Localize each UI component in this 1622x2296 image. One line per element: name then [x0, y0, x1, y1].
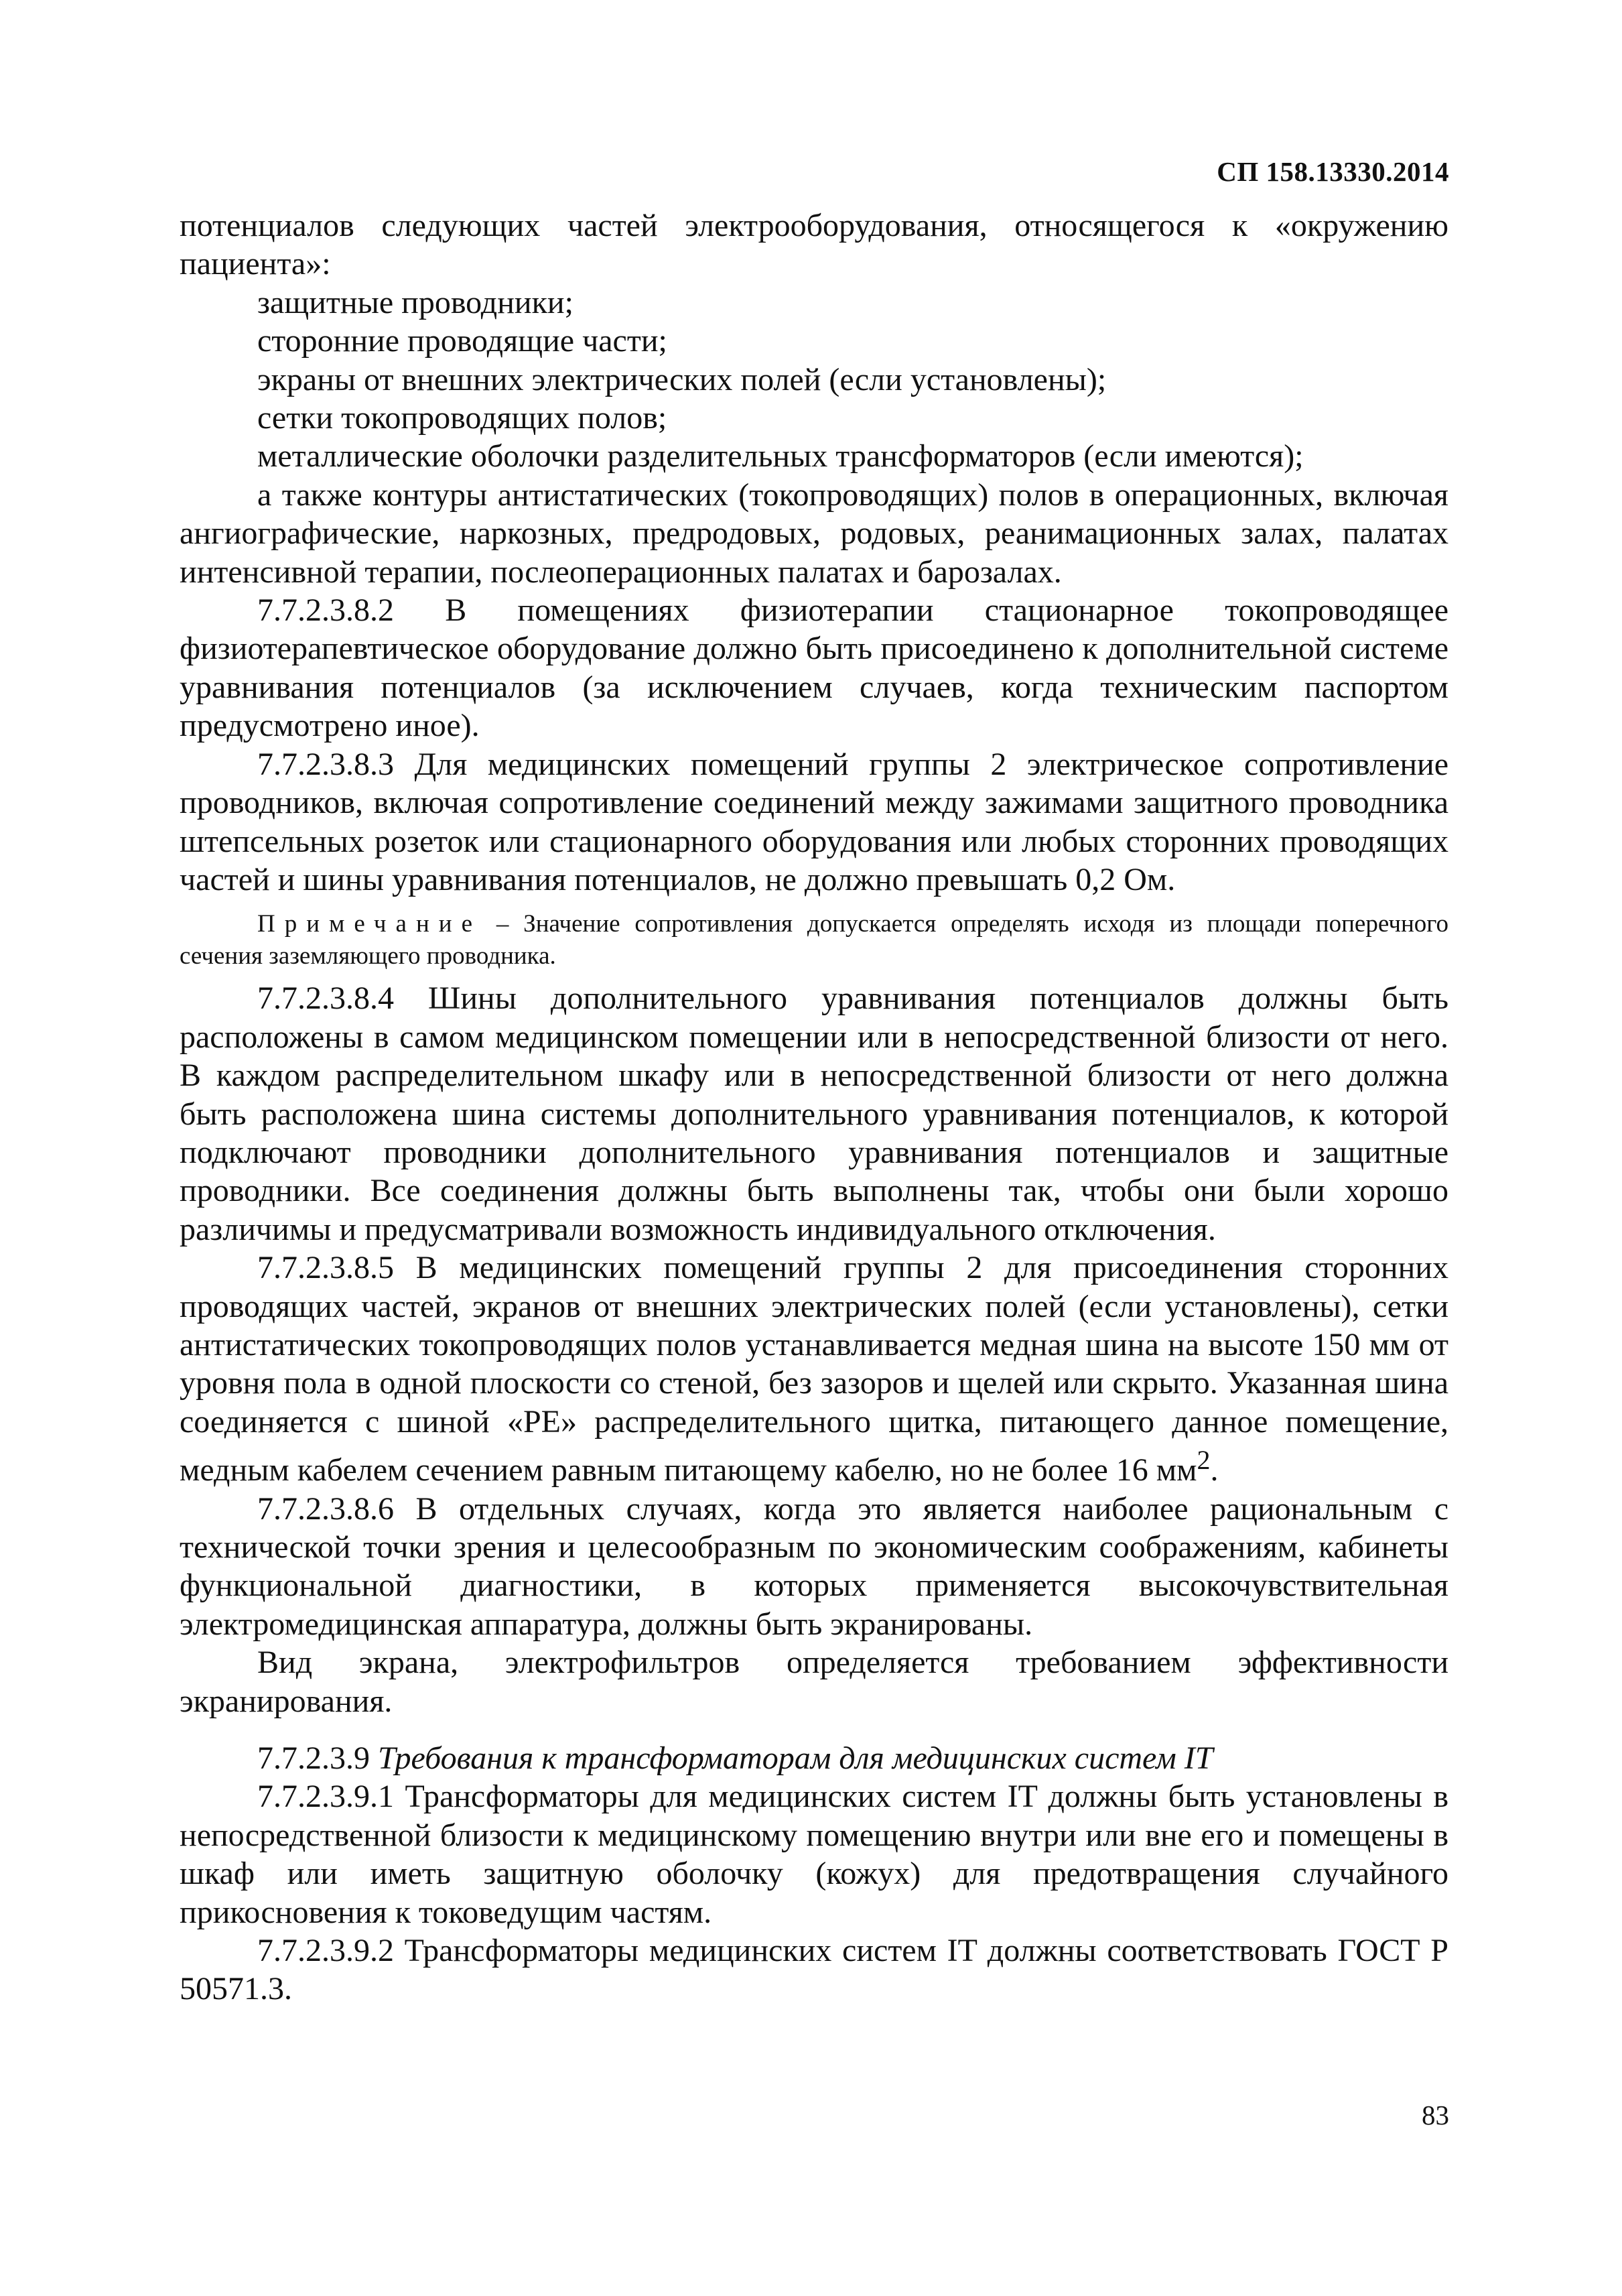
list-item: сетки токопроводящих полов; [257, 400, 667, 436]
section-number: 7.7.2.3.9 [257, 1740, 378, 1777]
clause-7-7-2-3-9-2: 7.7.2.3.9.2 Трансформаторы медицинских систем IT должны соответствовать ГОСТ Р 50571.3. [180, 1933, 1448, 2007]
clause-end: . [1210, 1452, 1219, 1488]
clause-7-7-2-3-8-2: 7.7.2.3.8.2 В помещениях физиотерапии стационарное токопроводящее физиотерапевтическое оборудование должно быть присоединено к дополнительной системе уравнивания потенциалов (за исключением случаев, когда техническим паспортом предусмотрено иное). [180, 592, 1448, 744]
clause-7-7-2-3-8-3: 7.7.2.3.8.3 Для медицинских помещений группы 2 электрическое сопротивление проводников, включая сопротивление соединений между зажимами защитного проводника штепсельных розеток или стационарного оборудования или любых сторонних проводящих частей и шины уравнивания потенциалов, не должно превышать 0,2 Ом. [180, 746, 1448, 897]
section-heading-7-7-2-3-9 [180, 1739, 1448, 1777]
clause-7-7-2-3-8-6: 7.7.2.3.8.6 В отдельных случаях, когда это является наиболее рациональным с технической точки зрения и целесообразным по экономическим соображениям, кабинеты функциональной диагностики, в которых применяется высокочувствительная электромедицинская аппаратура, должны быть экранированы. [180, 1490, 1448, 1642]
clause-7-7-2-3-9-1: 7.7.2.3.9.1 Трансформаторы для медицинских систем IT должны быть установлены в непосредственной близости к медицинскому помещению внутри или вне его и помещены в шкаф или иметь защитную оболочку (кожух) для предотвращения случайного прикосновения к токоведущим частям. [180, 1779, 1448, 1930]
clause-7-7-2-3-8-4: 7.7.2.3.8.4 Шины дополнительного уравнивания потенциалов должны быть расположены в самом медицинском помещении или в непосредственной близости от него. В каждом распределительном шкафу или в непосредственной близости от него должна быть расположена шина системы дополнительного уравнивания потенциалов, к которой подключают проводники дополнительного уравнивания потенциалов и защитные проводники. Все соединения должны быть выполнены так, чтобы они были хорошо различимы и предусматривали возможность индивидуального отключения. [180, 980, 1448, 1247]
document-code-header: СП 158.13330.2014 [1217, 156, 1449, 187]
section-title: Требования к трансформаторам для медицинских систем IT [378, 1740, 1213, 1777]
list-item: сторонние проводящие части; [257, 323, 667, 359]
note-label: Примечание [257, 910, 482, 938]
clause-7-7-2-3-8-5 [180, 1249, 1448, 1489]
list-item: экраны от внешних электрических полей (если установлены); [257, 361, 1107, 397]
page-number: 83 [1422, 2100, 1449, 2130]
note-text: – Значение сопротивления допускается определять исходя из площади поперечного сечения заземляющего проводника. [180, 910, 1448, 970]
paragraph-continuation: потенциалов следующих частей электрооборудования, относящегося к «окружению пациента»: [180, 208, 1448, 282]
paragraph: а также контуры антистатических (токопроводящих) полов в операционных, включая ангиографические, наркозных, предродовых, родовых, реанимационных залах, палатах интенсивной терапии, послеоперационных палатах и барозалах. [180, 476, 1448, 590]
document-body [180, 206, 1448, 2008]
note [180, 908, 1448, 972]
paragraph: Вид экрана, электрофильтров определяется требованием эффективности экранирования. [180, 1645, 1448, 1719]
clause-text: 7.7.2.3.8.5 В медицинских помещений группы 2 для присоединения сторонних проводящих частей, экранов от внешних электрических полей (если установлены), сетки антистатических токопроводящих полов устанавливается медная шина на высоте 150 мм от уровня пола в одной плоскости со стеной, без зазоров и щелей или скрыто. Указанная шина соединяется с шиной «PE» распределительного щитка, питающего данное помещение, медным кабелем сечением равным питающему кабелю, но не более 16 мм [180, 1250, 1448, 1488]
list-item: металлические оболочки разделительных трансформаторов (если имеются); [257, 438, 1304, 474]
list-item: защитные проводники; [257, 284, 573, 320]
superscript: 2 [1197, 1445, 1211, 1476]
